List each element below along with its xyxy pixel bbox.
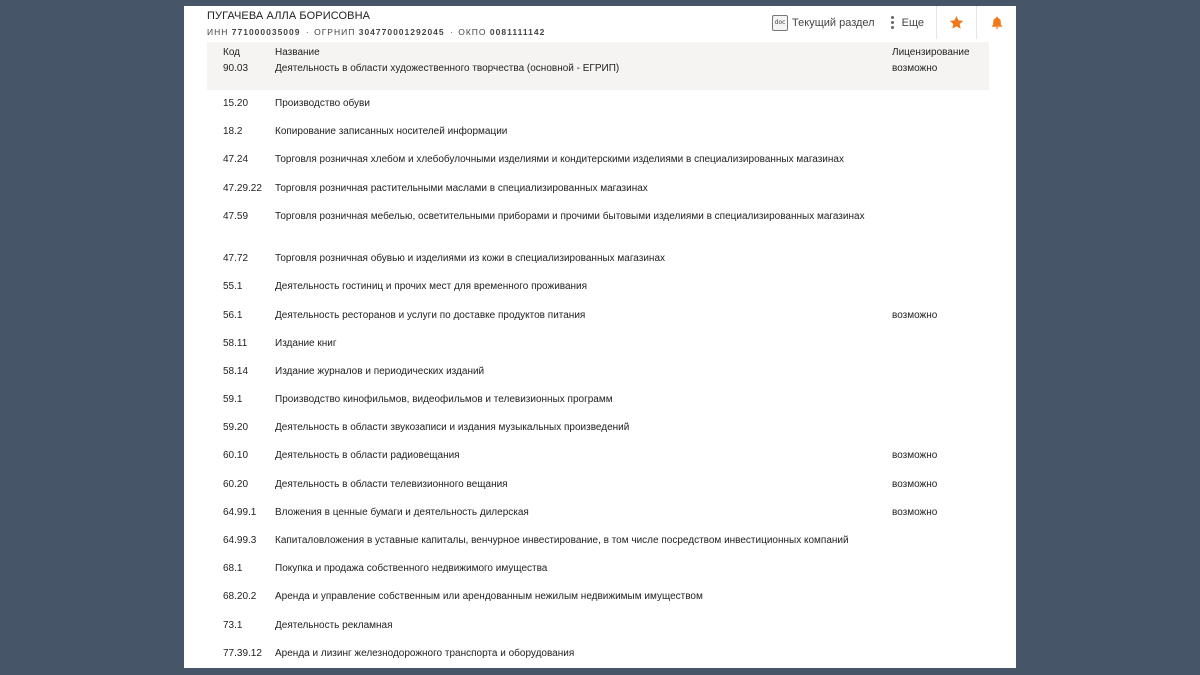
row-code: 55.1 [223, 281, 243, 293]
row-code: 77.39.12 [223, 647, 262, 659]
row-code: 68.1 [223, 563, 243, 575]
row-code: 47.59 [223, 210, 249, 222]
row-code: 47.29.22 [223, 182, 262, 194]
row-code: 56.1 [223, 309, 243, 321]
row-name: Производство кинофильмов, видеофильмов и телевизионных программ [275, 394, 613, 406]
row-licensing: возможно [892, 478, 938, 490]
bell-icon [990, 15, 1004, 30]
row-name: Вложения в ценные бумаги и деятельность дилерская [275, 506, 529, 518]
table-row [207, 499, 989, 527]
row-licensing: возможно [892, 450, 938, 462]
column-header-licensing: Лицензирование [892, 46, 970, 58]
inn-value: 771000035009 [231, 27, 301, 37]
notifications-button[interactable] [977, 6, 1016, 39]
row-name: Деятельность в области звукозаписи и издания музыкальных произведений [275, 422, 630, 434]
row-name: Аренда и управление собственным или арендованным нежилым недвижимым имуществом [275, 591, 703, 603]
star-icon [949, 15, 964, 30]
row-code: 60.10 [223, 450, 249, 462]
row-code: 58.11 [223, 337, 248, 349]
table-row [207, 414, 989, 442]
ogrnip-label: ОГРНИП [314, 27, 356, 37]
row-code: 59.1 [223, 394, 243, 406]
more-vertical-icon [891, 16, 894, 29]
row-code: 60.20 [223, 478, 249, 490]
row-name: Издание журналов и периодических изданий [275, 365, 485, 377]
column-header-name: Название [275, 46, 320, 58]
table-row [207, 583, 989, 611]
ogrnip-value: 304770001292045 [358, 27, 445, 37]
table-row [207, 175, 989, 203]
row-licensing: возможно [892, 309, 938, 321]
table-row [207, 203, 989, 245]
row-code: 90.03 [223, 63, 249, 74]
company-header [184, 6, 1016, 42]
column-header-code: Код [223, 46, 241, 58]
table-row [207, 90, 989, 118]
table-header [207, 42, 989, 62]
table-row [207, 146, 989, 174]
row-code: 47.72 [223, 253, 249, 265]
row-name: Деятельность в области художественного творчества (основной - ЕГРИП) [275, 63, 620, 74]
doc-icon: doc [772, 15, 788, 31]
row-name: Деятельность в области радиовещания [275, 450, 460, 462]
row-name: Деятельность в области телевизионного вещания [275, 478, 508, 490]
row-code: 64.99.1 [223, 506, 257, 518]
row-code: 15.20 [223, 98, 249, 109]
row-name: Покупка и продажа собственного недвижимого имущества [275, 563, 548, 575]
row-code: 64.99.3 [223, 535, 257, 547]
company-identifiers [207, 27, 545, 37]
table-row [207, 273, 989, 301]
separator: · [305, 27, 309, 37]
table-row [207, 442, 989, 470]
row-name: Торговля розничная хлебом и хлебобулочными изделиями и кондитерскими изделиями в специализированных магазинах [275, 154, 844, 166]
table-row [207, 245, 989, 273]
row-licensing: возможно [892, 63, 938, 74]
table-row [207, 612, 989, 640]
row-name: Аренда и лизинг железнодорожного транспорта и оборудования [275, 647, 575, 659]
row-name: Производство обуви [275, 98, 370, 109]
table-row [207, 471, 989, 499]
row-name: Деятельность рекламная [275, 619, 393, 631]
row-name: Торговля розничная обувью и изделиями из кожи в специализированных магазинах [275, 253, 666, 265]
row-name: Деятельность гостиниц и прочих мест для временного проживания [275, 281, 588, 293]
row-code: 58.14 [223, 365, 249, 377]
row-name: Копирование записанных носителей информации [275, 126, 508, 138]
row-licensing: возможно [892, 506, 938, 518]
table-row [207, 118, 989, 146]
table-body [207, 62, 989, 668]
table-row [207, 358, 989, 386]
company-name: ПУГАЧЕВА АЛЛА БОРИСОВНА [207, 10, 371, 22]
more-label: Еще [901, 16, 924, 29]
inn-label: ИНН [207, 27, 229, 37]
table-row [207, 330, 989, 358]
row-name: Деятельность ресторанов и услуги по доставке продуктов питания [275, 309, 586, 321]
row-name: Торговля розничная мебелью, осветительными приборами и прочими бытовыми изделиями в специализированных магазинах [275, 210, 865, 222]
okpo-value: 0081111142 [489, 27, 546, 37]
company-card-panel [184, 6, 1016, 668]
separator: · [450, 27, 453, 37]
more-button[interactable] [891, 6, 936, 39]
table-row [207, 62, 989, 90]
row-code: 18.2 [223, 126, 243, 138]
table-row [207, 640, 989, 668]
table-row [207, 386, 989, 414]
row-code: 73.1 [223, 619, 243, 631]
favorite-button[interactable] [937, 6, 976, 39]
table-row [207, 302, 989, 330]
header-toolbar [772, 6, 1016, 39]
table-row [207, 527, 989, 555]
row-name: Торговля розничная растительными маслами в специализированных магазинах [275, 182, 648, 194]
okpo-label: ОКПО [458, 27, 487, 37]
current-section-label: Текущий раздел [792, 16, 875, 29]
table-row [207, 555, 989, 583]
row-name: Капиталовложения в уставные капиталы, венчурное инвестирование, в том числе посредством инвестиционных компаний [275, 535, 849, 547]
row-code: 47.24 [223, 154, 249, 166]
current-section-button[interactable] [772, 6, 891, 39]
row-code: 59.20 [223, 422, 249, 434]
row-code: 68.20.2 [223, 591, 257, 603]
okved-table [207, 42, 989, 668]
row-name: Издание книг [275, 337, 337, 349]
